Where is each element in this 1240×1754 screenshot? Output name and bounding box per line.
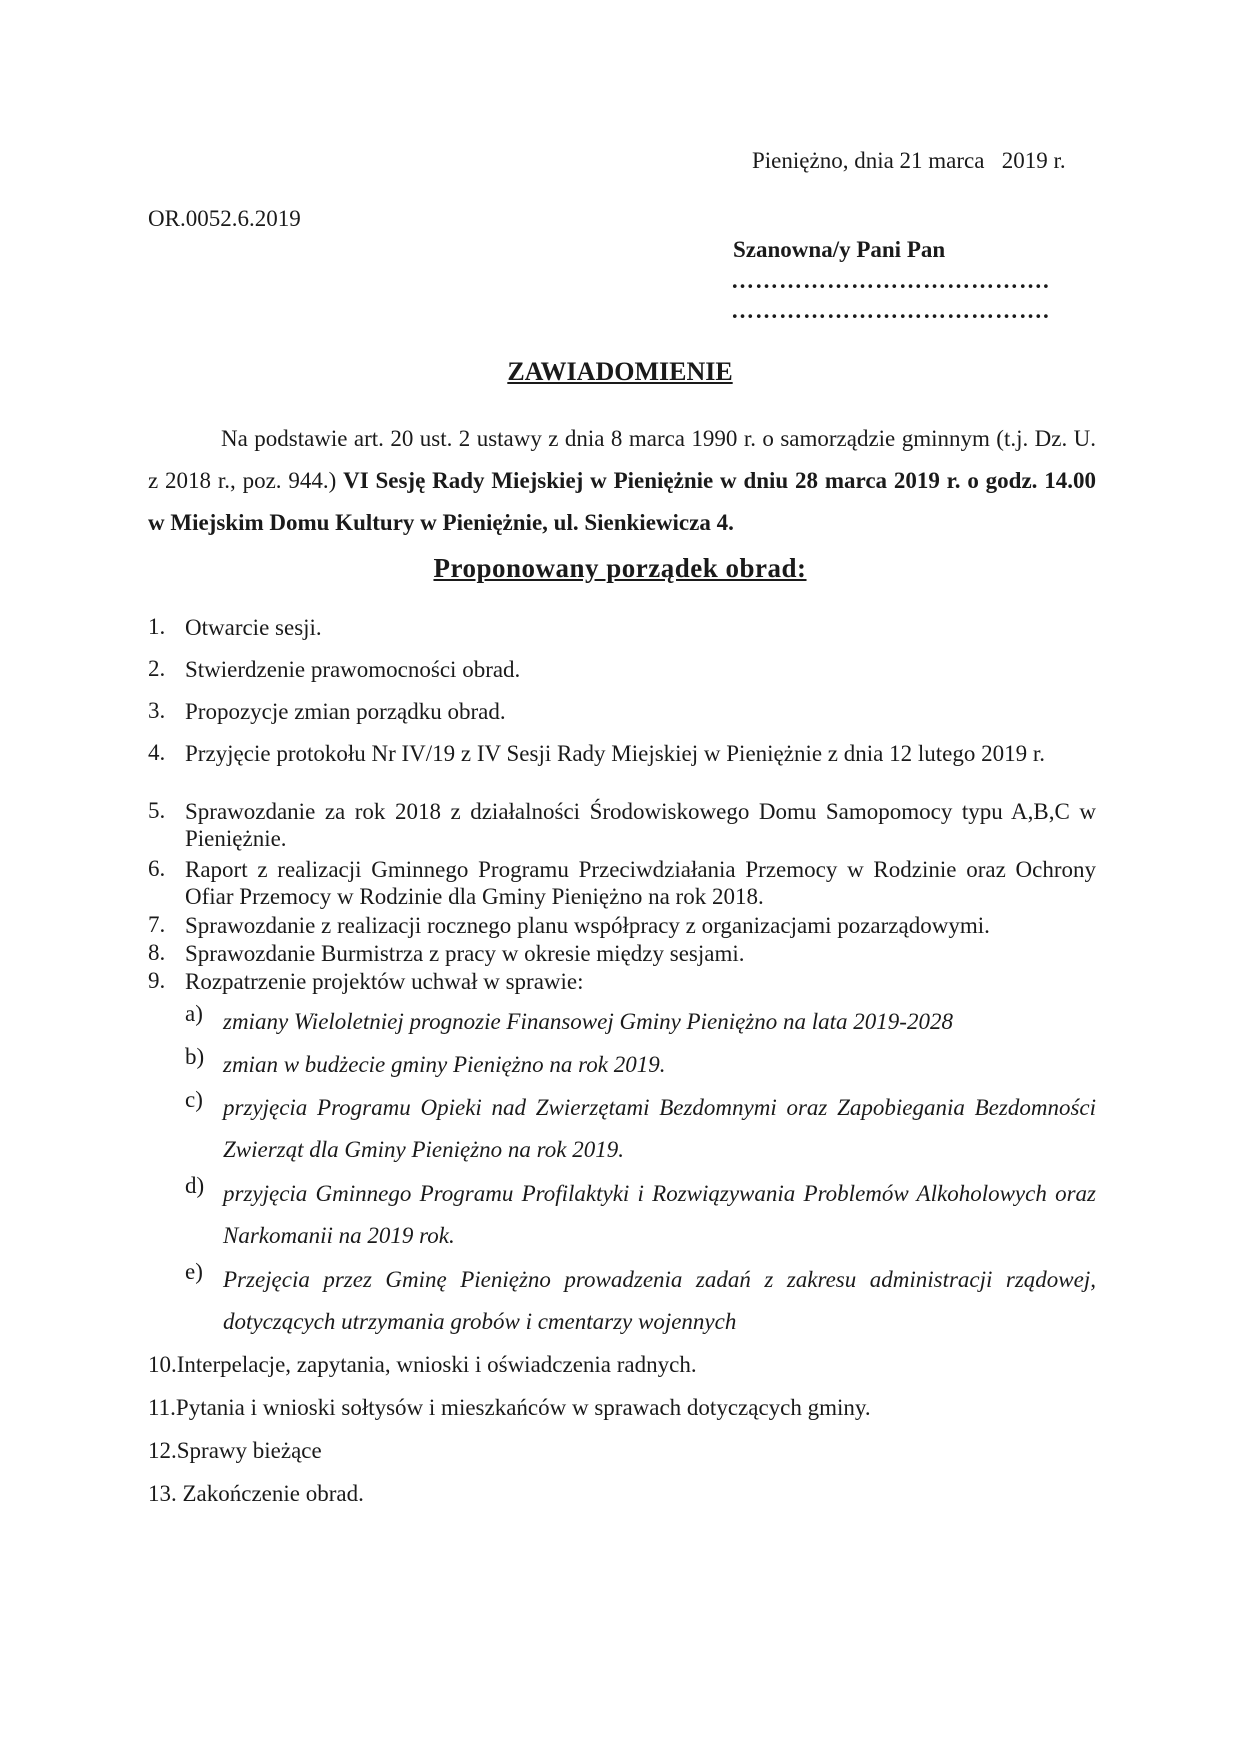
document-title: ZAWIADOMIENIE xyxy=(507,357,733,386)
agenda-item xyxy=(148,912,1096,939)
sub-item-text: Przejęcia przez Gminę Pieniężno prowadzenia zadań z zakresu administracji rządowej, dotyczących utrzymania grobów i cmentarzy wojennych xyxy=(223,1267,1096,1334)
sub-item-letter: a) xyxy=(185,1001,203,1026)
agenda-item xyxy=(148,798,1096,852)
agenda-sub-item xyxy=(185,1044,1096,1086)
sub-item-letter: b) xyxy=(185,1044,205,1069)
agenda-item: 10.Interpelacje, zapytania, wnioski i oświadczenia radnych. xyxy=(148,1352,697,1377)
sub-item-text: zmiany Wieloletniej prognozie Finansowej Gminy Pieniężno na lata 2019-2028 xyxy=(223,1009,953,1034)
agenda-item-text: Propozycje zmian porządku obrad. xyxy=(185,699,506,724)
sub-item-letter: d) xyxy=(185,1173,205,1198)
agenda-item xyxy=(148,856,1096,910)
agenda-item xyxy=(148,698,1096,725)
agenda-item-text: Sprawozdanie za rok 2018 z działalności Środowiskowego Domu Samopomocy typu A,B,C w Pieniężnie. xyxy=(185,799,1096,851)
document-date: Pieniężno, dnia 21 marca 2019 r. xyxy=(752,148,1066,173)
addressee-salutation: Szanowna/y Pani Pan xyxy=(733,237,946,262)
agenda-item: 11.Pytania i wnioski sołtysów i mieszkańców w sprawach dotyczących gminy. xyxy=(148,1395,871,1420)
sub-item-text: zmian w budżecie gminy Pieniężno na rok 2019. xyxy=(223,1052,666,1077)
address-placeholder-line-1: …………………………………. xyxy=(731,268,1050,293)
agenda-item-text: Sprawozdanie z realizacji rocznego planu współpracy z organizacjami pozarządowymi. xyxy=(185,913,990,938)
agenda-item-text: Przyjęcie protokołu Nr IV/19 z IV Sesji Rady Miejskiej w Pieniężnie z dnia 12 lutego 2019 r. xyxy=(185,741,1045,766)
agenda-item-number: 5. xyxy=(148,798,166,823)
sub-item-text: przyjęcia Programu Opieki nad Zwierzętami Bezdomnymi oraz Zapobiegania Bezdomności Zwierząt dla Gminy Pieniężno na rok 2019. xyxy=(223,1095,1096,1162)
agenda-item-number: 9. xyxy=(148,968,166,993)
agenda-item: 13. Zakończenie obrad. xyxy=(148,1481,364,1506)
address-placeholder-line-2: …………………………………. xyxy=(731,298,1050,323)
sub-item-letter: c) xyxy=(185,1087,203,1112)
agenda-item-number: 2. xyxy=(148,656,166,681)
agenda-item-text: Otwarcie sesji. xyxy=(185,615,322,640)
agenda-item-number: 1. xyxy=(148,614,166,639)
intro-text: Na podstawie art. 20 ust. 2 ustawy z dnia 8 marca 1990 r. o samorządzie gminnym (t.j. Dz. U. z 2018 r., poz. 944.) xyxy=(148,426,1096,493)
agenda-sub-item xyxy=(185,1087,1096,1171)
agenda-heading: Proponowany porządek obrad: xyxy=(433,553,807,583)
agenda-item xyxy=(148,740,1096,767)
agenda-item: 12.Sprawy bieżące xyxy=(148,1438,322,1463)
agenda-item xyxy=(148,614,1096,641)
agenda-sub-item xyxy=(185,1259,1096,1343)
agenda-item xyxy=(148,656,1096,683)
agenda-item-number: 7. xyxy=(148,912,166,937)
agenda-sub-item xyxy=(185,1001,1096,1043)
agenda-item-number: 6. xyxy=(148,856,166,881)
agenda-item-text: Sprawozdanie Burmistrza z pracy w okresie między sesjami. xyxy=(185,941,745,966)
sub-item-letter: e) xyxy=(185,1259,203,1284)
intro-session-details: VI Sesję Rady Miejskiej w Pieniężnie w dniu 28 marca 2019 r. o godz. 14.00 w Miejskim Domu Kultury w Pieniężnie, ul. Sienkiewicza 4. xyxy=(148,468,1096,535)
agenda-item-text: Stwierdzenie prawomocności obrad. xyxy=(185,657,521,682)
agenda-item-number: 3. xyxy=(148,698,166,723)
reference-number: OR.0052.6.2019 xyxy=(148,206,301,231)
agenda-item xyxy=(148,968,1096,995)
agenda-sub-item xyxy=(185,1173,1096,1257)
agenda-item xyxy=(148,940,1096,967)
agenda-item-text: Raport z realizacji Gminnego Programu Przeciwdziałania Przemocy w Rodzinie oraz Ochrony Ofiar Przemocy w Rodzinie dla Gminy Pieniężno na rok 2018. xyxy=(185,857,1096,909)
sub-item-text: przyjęcia Gminnego Programu Profilaktyki i Rozwiązywania Problemów Alkoholowych oraz Narkomanii na 2019 rok. xyxy=(223,1181,1096,1248)
agenda-item-number: 8. xyxy=(148,940,166,965)
intro-paragraph xyxy=(148,418,1096,544)
agenda-item-number: 4. xyxy=(148,740,166,765)
agenda-item-text: Rozpatrzenie projektów uchwał w sprawie: xyxy=(185,969,584,994)
